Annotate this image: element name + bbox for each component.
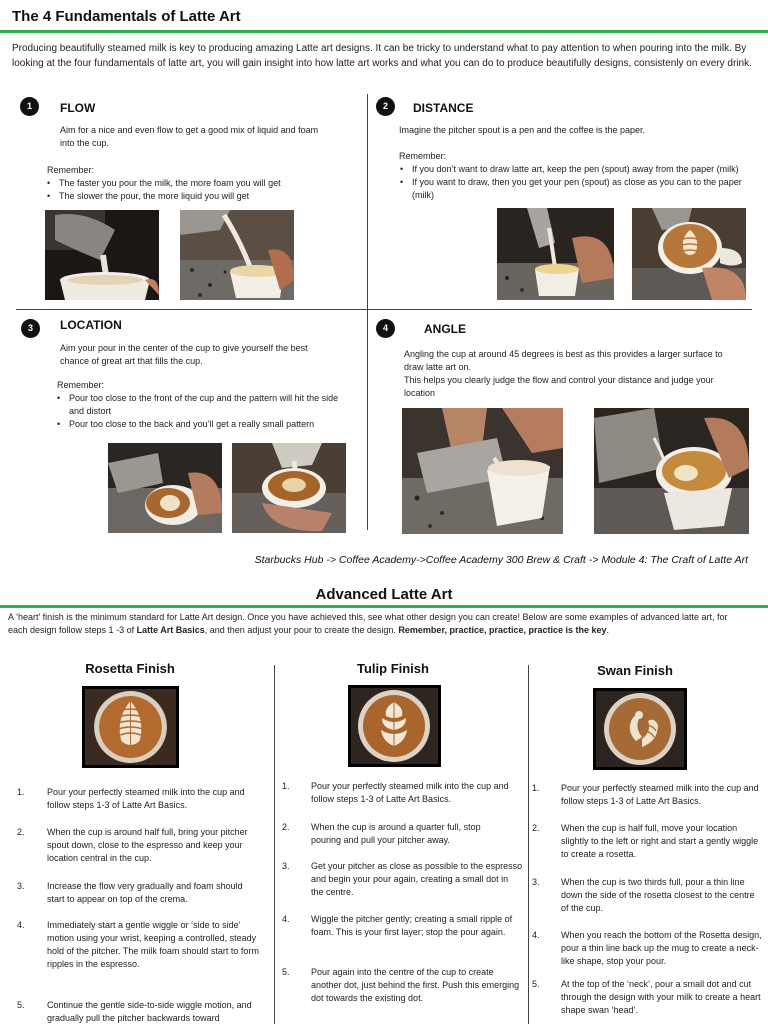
flow-photo-2: [180, 210, 294, 300]
column-divider: [274, 665, 275, 1024]
intro-text: A ‘heart’ finish is the minimum standard for Latte Art design. Once you have achieved this, see what other design you can create! Below are some examples of advanced latte art, for each design follow steps 1 -3 of: [8, 612, 728, 635]
step-number: 2.: [17, 827, 25, 837]
rosetta-image: [82, 686, 179, 768]
title-rule: [0, 30, 768, 33]
step-text: When the cup is half full, move your location slightly to the left or right and start a gently wiggle to create a rosetta.: [561, 823, 759, 859]
step-text: Immediately start a gentle wiggle or ‘side to side’ motion using your wrist, keeping a controlled, steady hold of the pitcher. The milk foam should start to form ripples in the espresso.: [47, 920, 259, 969]
step-text: Pour again into the centre of the cup to create another dot, just behind the first. Push this emerging dot towards the existing dot.: [311, 967, 520, 1003]
list-item: • The faster you pour the milk, the more foam you will get: [45, 177, 345, 190]
step-number: 3.: [17, 881, 25, 891]
intro-paragraph: Producing beautifully steamed milk is key to producing amazing Latte art designs. It can be tricky to understand what to pay attention to when pouring into the milk. By looking at the four fundamentals of latte art, you will gain insight into how latte art works and what you can do to produce beautifully designs, consistenly on every drink.: [12, 43, 752, 69]
distance-title: DISTANCE: [413, 101, 474, 115]
step-text: When the cup is around half full, bring your pitcher spout down, close to the espresso and keep your location central in the cup.: [47, 827, 248, 863]
step-number: 4.: [282, 914, 290, 924]
step-text: When the cup is around a quarter full, stop pouring and pull your pitcher away.: [311, 822, 481, 845]
angle-photo-1: [402, 408, 563, 534]
source-credit: Starbucks Hub -> Coffee Academy->Coffee Academy 300 Brew & Craft -> Module 4: The Craft of Latte Art: [254, 554, 748, 566]
step-number: 3.: [532, 877, 540, 887]
distance-bullet-list: [398, 163, 748, 202]
tulip-steps: [282, 780, 524, 1024]
location-remember-label: Remember:: [57, 380, 105, 390]
step-text: Increase the flow very gradually and foam should start to appear on top of the crema.: [47, 881, 243, 904]
angle-title: ANGLE: [424, 322, 466, 336]
flow-bullet-list: [45, 177, 345, 203]
step-number: 4.: [532, 930, 540, 940]
grid-divider-vertical: [367, 94, 368, 530]
distance-remember-label: Remember:: [399, 151, 447, 161]
step-number: 1.: [17, 787, 25, 797]
location-title: LOCATION: [60, 318, 122, 332]
list-item: • If you want to draw, then you get your pen (spout) as close as you can to the paper (milk): [398, 176, 748, 202]
step-text: Get your pitcher as close as possible to the espresso and begin your pour again, creating a small dot in the centre.: [311, 861, 523, 897]
step-number: 4.: [17, 920, 25, 930]
intro-text: , and then adjust your pour to create the design.: [204, 625, 399, 635]
step-text: When the cup is two thirds full, pour a thin line down the side of the rosetta closest to the centre of the cup.: [561, 877, 755, 913]
distance-body: Imagine the pitcher spout is a pen and the coffee is the paper.: [399, 125, 646, 135]
tulip-image: [348, 685, 441, 767]
flow-remember-label: Remember:: [47, 165, 95, 175]
step-text: Pour your perfectly steamed milk into the cup and follow steps 1-3 of Latte Art Basics.: [311, 781, 509, 804]
location-photo-1: [108, 443, 222, 533]
step-number: 1.: [532, 783, 540, 793]
step-text: Pour your perfectly steamed milk into the cup and follow steps 1-3 of Latte Art Basics.: [561, 783, 759, 806]
advanced-rule: [0, 605, 768, 608]
section-number-badge: 4: [376, 319, 395, 338]
advanced-title: Advanced Latte Art: [315, 586, 453, 603]
list-item: • Pour too close to the back and you’ll get a really small pattern: [55, 418, 350, 431]
section-number-badge: 1: [20, 97, 39, 116]
step-text: Pour your perfectly steamed milk into the cup and follow steps 1-3 of Latte Art Basics.: [47, 787, 245, 810]
angle-photo-2: [594, 408, 749, 534]
section-number-badge: 2: [376, 97, 395, 116]
flow-body: Aim for a nice and even flow to get a good mix of liquid and foam into the cup.: [60, 125, 319, 148]
step-text: Wiggle the pitcher gently; creating a small ripple of foam. This is your first layer; stop the pour again.: [311, 914, 513, 937]
list-item: • Pour too close to the front of the cup and the pattern will hit the side and distort: [55, 392, 350, 418]
advanced-intro: [8, 611, 734, 637]
angle-body: Angling the cup at around 45 degrees is best as this provides a larger surface to draw latte art on. This helps you clearly judge the flow and control your distance and judge your location: [404, 349, 723, 398]
step-number: 5.: [282, 967, 290, 977]
swan-steps: [532, 782, 768, 1024]
distance-photo-1: [497, 208, 614, 300]
location-bullet-list: [55, 392, 350, 431]
grid-divider-horizontal: [16, 309, 752, 310]
location-photo-2: [232, 443, 346, 533]
intro-emphasis: Latte Art Basics: [136, 625, 205, 635]
step-number: 3.: [282, 861, 290, 871]
step-number: 2.: [282, 822, 290, 832]
step-number: 2.: [532, 823, 540, 833]
section-number-badge: 3: [21, 319, 40, 338]
page-title: The 4 Fundamentals of Latte Art: [12, 8, 241, 25]
flow-title: FLOW: [60, 101, 96, 115]
step-number: 1.: [282, 781, 290, 791]
list-item: • If you don’t want to draw latte art, keep the pen (spout) away from the paper (milk): [398, 163, 748, 176]
intro-emphasis: Remember, practice, practice, practice is the key: [398, 625, 607, 635]
rosetta-steps: [17, 786, 267, 1024]
swan-title: Swan Finish: [597, 663, 673, 678]
list-item: • The slower the pour, the more liquid you will get: [45, 190, 345, 203]
swan-image: [593, 688, 687, 770]
distance-photo-2: [632, 208, 746, 300]
flow-photo-1: [45, 210, 159, 300]
step-text: When you reach the bottom of the Rosetta design, pour a thin line back up the mug to create a neck-like shape, stop your pour.: [561, 930, 762, 966]
column-divider: [528, 665, 529, 1024]
step-number: 5.: [532, 979, 540, 989]
step-text: Continue the gentle side-to-side wiggle motion, and gradually pull the pitcher backwards toward: [47, 1000, 252, 1023]
rosetta-title: Rosetta Finish: [85, 661, 175, 676]
intro-text: .: [606, 625, 610, 635]
tulip-title: Tulip Finish: [357, 661, 429, 676]
step-text: At the top of the ‘neck’, pour a small dot and cut through the design with your milk to create a heart shape swan ‘head’.: [561, 979, 761, 1015]
location-body: Aim your pour in the center of the cup to give yourself the best chance of great art that fills the cup.: [60, 343, 308, 366]
step-number: 5.: [17, 1000, 25, 1010]
